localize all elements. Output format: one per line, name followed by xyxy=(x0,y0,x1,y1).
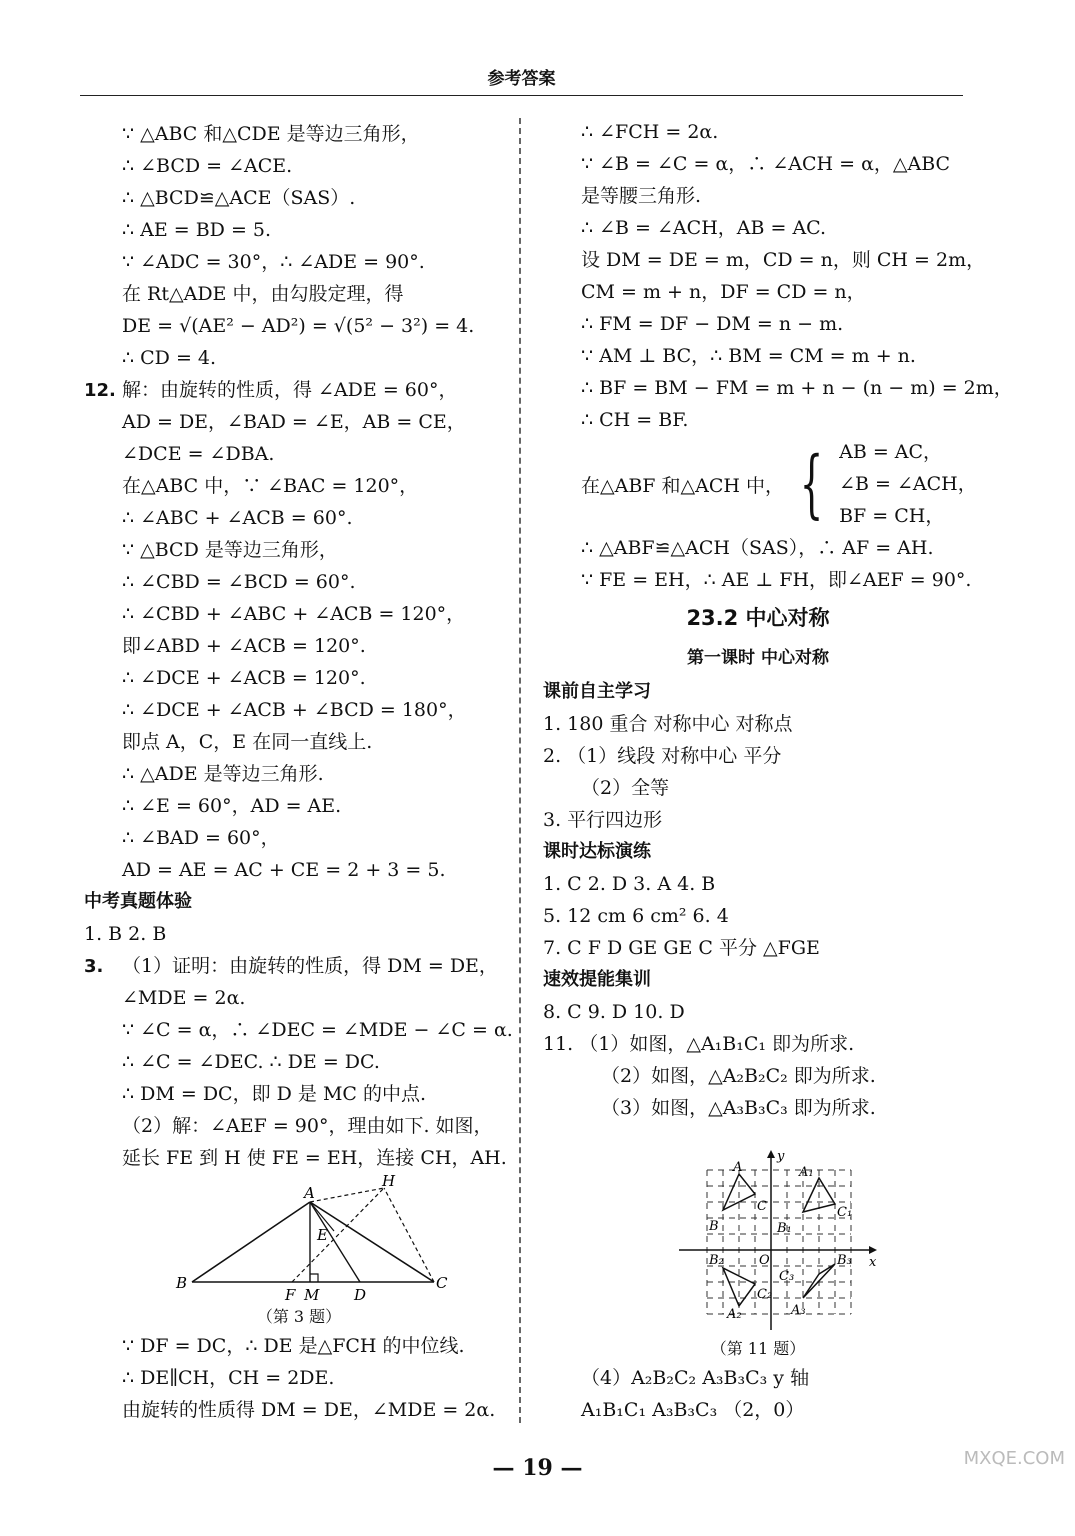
answer-line: ∴ ∠FCH = 2α. xyxy=(581,121,719,143)
answer-line: ∴ FM = DF − DM = n − m. xyxy=(581,313,844,335)
label-y: y xyxy=(777,1149,785,1164)
answer-line: ∵ ∠B = ∠C = α，∴ ∠ACH = α，△ABC xyxy=(581,153,951,175)
answer-line: ∵ ∠ADC = 30°，∴ ∠ADE = 90°. xyxy=(122,251,425,273)
answer-line: 1. B 2. B xyxy=(84,923,167,945)
label-a2: A₂ xyxy=(727,1307,742,1322)
section-heading: 课前自主学习 xyxy=(543,681,651,702)
answer-line: ∵ △BCD 是等边三角形， xyxy=(122,539,338,561)
answer-line: ∵ AM ⊥ BC，∴ BM = CM = m + n. xyxy=(581,345,916,367)
answer-line: 5. 12 cm 6 cm² 6. 4 xyxy=(543,905,729,927)
answer-line: ∵ △ABC 和△CDE 是等边三角形， xyxy=(122,123,420,145)
answer-line: 11. （1）如图，△A₁B₁C₁ 即为所求. xyxy=(543,1033,855,1055)
segment-ac xyxy=(310,1202,434,1282)
lesson-title: 第一课时 中心对称 xyxy=(687,648,829,668)
answer-line: ∴ △BCD≌△ACE（SAS）. xyxy=(122,187,356,209)
answer-line: ∴ BF = BM − FM = m + n − (n − m) = 2m， xyxy=(581,377,1013,399)
segment-ch xyxy=(384,1188,434,1282)
condition-line: AB = AC， xyxy=(839,441,943,463)
label-b: B xyxy=(709,1219,719,1234)
y-axis-arrow xyxy=(767,1150,775,1158)
answer-line: ∴ △ABF≌△ACH（SAS），∴ AF = AH. xyxy=(581,537,934,559)
answer-line: ∠DCE = ∠DBA. xyxy=(122,443,275,465)
label-h: H xyxy=(382,1174,396,1190)
brace-symbol: { xyxy=(799,441,824,527)
answer-line: 3. 平行四边形 xyxy=(543,809,663,831)
answer-line: 1. 180 重合 对称中心 对称点 xyxy=(543,713,793,735)
answer-line: ∴ CD = 4. xyxy=(122,347,217,369)
answer-line: 由旋转的性质得 DM = DE，∠MDE = 2α. xyxy=(122,1399,496,1421)
answer-line: 即点 A，C，E 在同一直线上. xyxy=(122,731,373,753)
condition-line: ∠B = ∠ACH， xyxy=(839,473,977,495)
answer-line: （3）如图，△A₃B₃C₃ 即为所求. xyxy=(601,1097,876,1119)
segment-fh xyxy=(292,1188,384,1282)
section-heading: 课时达标演练 xyxy=(543,841,651,862)
answer-line: ∵ DF = DC，∴ DE 是△FCH 的中位线. xyxy=(122,1335,465,1357)
label-a: A xyxy=(304,1184,315,1202)
answer-line: CM = m + n，DF = CD = n， xyxy=(581,281,866,303)
answer-line: （2）如图，△A₂B₂C₂ 即为所求. xyxy=(601,1065,876,1087)
answer-line: 是等腰三角形. xyxy=(581,185,702,207)
answer-line: （4）A₂B₂C₂ A₃B₃C₃ y 轴 xyxy=(581,1367,810,1389)
answer-line: 2. （1）线段 对称中心 平分 xyxy=(543,745,782,767)
answer-line: ∴ ∠CBD + ∠ABC + ∠ACB = 120°， xyxy=(122,603,466,625)
figure-11-grid xyxy=(543,1124,973,1336)
answer-line: ∴ ∠DCE + ∠ACB + ∠BCD = 180°， xyxy=(122,699,467,721)
answer-line: ∴ ∠B = ∠ACH，AB = AC. xyxy=(581,217,827,239)
label-c: C xyxy=(436,1274,448,1292)
page-header: 参考答案 xyxy=(487,69,556,89)
answer-line: AD = AE = AC + CE = 2 + 3 = 5. xyxy=(122,859,446,881)
answer-line: （2）解：∠AEF = 90°，理由如下. 如图， xyxy=(122,1115,493,1137)
answer-line: ∴ AE = BD = 5. xyxy=(122,219,272,241)
header-rule xyxy=(80,95,963,96)
label-e: E xyxy=(317,1226,328,1244)
right-angle-mark xyxy=(310,1274,318,1282)
answer-line: 延长 FE 到 H 使 FE = EH，连接 CH，AH. xyxy=(122,1147,507,1169)
figure-caption: （第 11 题） xyxy=(710,1339,806,1358)
answer-line: ∵ ∠C = α，∴ ∠DEC = ∠MDE − ∠C = α. xyxy=(122,1019,513,1041)
answer-line: 在 Rt△ADE 中，由勾股定理，得 xyxy=(122,283,404,305)
section-heading: 速效提能集训 xyxy=(543,969,651,990)
answer-line: ∴ △ADE 是等边三角形. xyxy=(122,763,324,785)
answer-line: ∵ FE = EH，∴ AE ⊥ FH，即∠AEF = 90°. xyxy=(581,569,972,591)
answer-line: 设 DM = DE = m，CD = n，则 CH = 2m， xyxy=(581,249,986,271)
answer-line: ∴ ∠C = ∠DEC. ∴ DE = DC. xyxy=(122,1051,380,1073)
answer-line: A₁B₁C₁ A₃B₃C₃ （2，0） xyxy=(581,1399,805,1421)
answer-line: ∴ ∠E = 60°，AD = AE. xyxy=(122,795,342,817)
answer-line: ∴ ∠CBD = ∠BCD = 60°. xyxy=(122,571,356,593)
answer-line: 1. C 2. D 3. A 4. B xyxy=(543,873,716,895)
condition-line: BF = CH， xyxy=(839,505,945,527)
answer-line: DE = √(AE² − AD²) = √(5² − 3²) = 4. xyxy=(122,315,475,337)
label-c3: C₃ xyxy=(779,1269,795,1284)
question-number: 12. xyxy=(84,380,116,401)
section-title: 23.2 中心对称 xyxy=(686,606,830,630)
label-d: D xyxy=(354,1286,367,1304)
page-number: — 19 — xyxy=(492,1455,583,1481)
question-number: 3. xyxy=(84,956,104,977)
answer-line: AD = DE，∠BAD = ∠E，AB = CE， xyxy=(122,411,466,433)
label-m: M xyxy=(304,1286,320,1304)
answer-line: ∴ ∠ABC + ∠ACB = 60°. xyxy=(122,507,353,529)
grid-lines xyxy=(707,1170,851,1314)
label-f: F xyxy=(285,1286,296,1304)
label-c2: C₂ xyxy=(757,1287,773,1302)
answer-text: 解：由旋转的性质，得 ∠ADE = 60°， xyxy=(122,379,458,401)
answer-line: 8. C 9. D 10. D xyxy=(543,1001,685,1023)
answer-text: （1）证明：由旋转的性质，得 DM = DE， xyxy=(122,955,498,977)
right-column xyxy=(543,116,1013,1426)
label-c1: C₁ xyxy=(837,1205,853,1220)
answer-line: （2）全等 xyxy=(581,777,670,799)
label-o: O xyxy=(759,1253,770,1268)
label-a: A xyxy=(733,1160,743,1175)
answer-line: 即∠ABD + ∠ACB = 120°. xyxy=(122,635,366,657)
column-divider xyxy=(519,118,521,1423)
answer-line: ∴ ∠DCE + ∠ACB = 120°. xyxy=(122,667,366,689)
congruence-conditions xyxy=(543,436,977,532)
label-c: C xyxy=(757,1199,767,1214)
label-b1: B₁ xyxy=(777,1221,792,1236)
label-b3: B₃ xyxy=(837,1253,852,1268)
section-heading: 中考真题体验 xyxy=(84,891,192,912)
answer-line: ∴ DM = DC，即 D 是 MC 的中点. xyxy=(122,1083,427,1105)
label-a1: A₁ xyxy=(799,1165,814,1180)
figure-3-triangle xyxy=(84,1174,514,1304)
label-b: B xyxy=(176,1274,188,1292)
answer-line: ∠MDE = 2α. xyxy=(122,987,246,1009)
label-a3: A₃ xyxy=(791,1303,806,1318)
answer-line: ∴ ∠BAD = 60°， xyxy=(122,827,280,849)
question-3 xyxy=(84,950,514,982)
segment-ab xyxy=(192,1202,310,1282)
label-x: x xyxy=(869,1255,877,1270)
question-12 xyxy=(84,374,514,406)
brace-lines xyxy=(839,436,977,532)
answer-line: ∴ CH = BF. xyxy=(581,409,689,431)
figure-caption: （第 3 题） xyxy=(256,1307,342,1326)
answer-line: 在△ABC 中，∵ ∠BAC = 120°， xyxy=(122,475,419,497)
x-axis-arrow xyxy=(869,1246,877,1254)
watermark: MXQE.COM xyxy=(963,1448,1065,1469)
answer-line: ∴ ∠BCD = ∠ACE. xyxy=(122,155,293,177)
answer-line: ∴ DE∥CH，CH = 2DE. xyxy=(122,1367,335,1389)
left-column xyxy=(84,118,514,1426)
brace-lead: 在△ABF 和△ACH 中， xyxy=(581,474,784,497)
label-b2: B₂ xyxy=(709,1253,724,1268)
answer-line: 7. C F D GE GE C 平分 △FGE xyxy=(543,937,820,959)
